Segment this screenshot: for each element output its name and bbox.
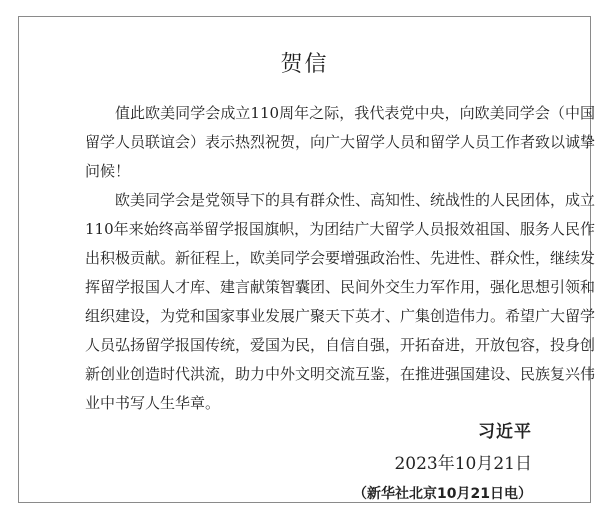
paragraph-main: 欧美同学会是党领导下的具有群众性、高知性、统战性的人民团体，成立110年来始终高举留学报国旗帜，为团结广大留学人员报效祖国、服务人民作出积极贡献。新征程上，欧美同学会要增强政治性、先进性、群众性，继续发挥留学报国人才库、建言献策智囊团、民间外交生力军作用，强化思想引领和组织建设，为党和国家事业发展广聚天下英才、广集创造伟力。希望广大留学人员弘扬留学报国传统，爱国为民，自信自强，开拓奋进，开放包容，投身创新创业创造时代洪流，助力中外文明交流互鉴，在推进强国建设、民族复兴伟业中书写人生华章。 bbox=[85, 191, 596, 412]
news-source: （新华社北京10月21日电） bbox=[353, 486, 532, 502]
letter-date: 2023年10月21日 bbox=[394, 454, 532, 474]
letter-title: 贺信 bbox=[280, 52, 329, 77]
signature: 习近平 bbox=[478, 422, 532, 442]
letter-frame bbox=[18, 16, 596, 503]
letter-body bbox=[85, 99, 595, 418]
paragraph-greeting: 值此欧美同学会成立110周年之际，我代表党中央，向欧美同学会（中国留学人员联谊会）表示热烈祝贺，向广大留学人员和留学人员工作者致以诚挚问候！ bbox=[85, 104, 596, 180]
